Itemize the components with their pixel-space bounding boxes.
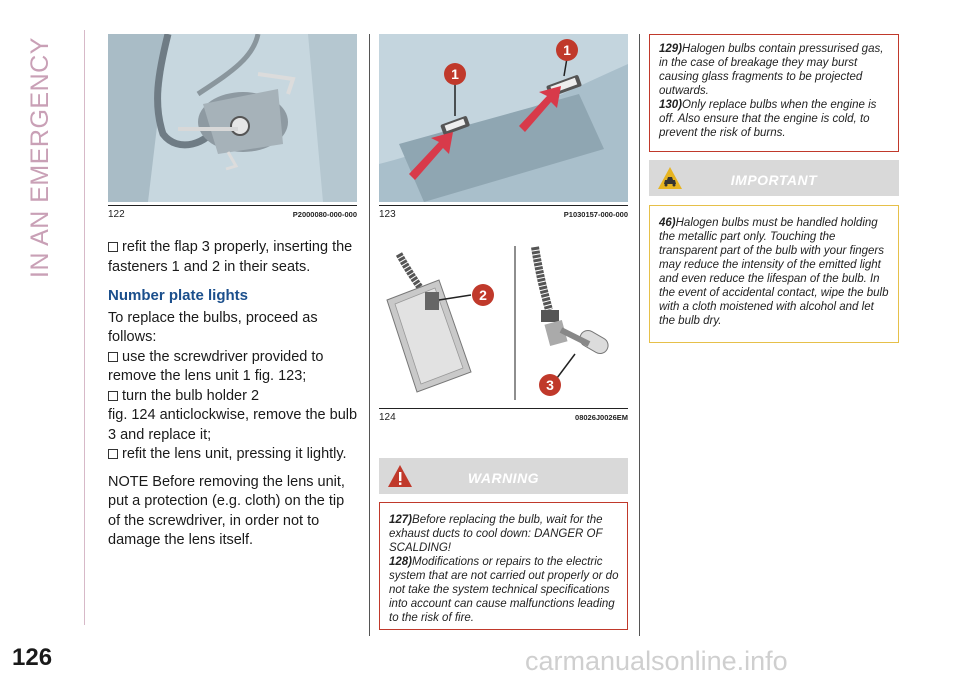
warning-box-continued bbox=[649, 34, 899, 152]
warning-title: WARNING bbox=[467, 470, 540, 486]
note-text: NOTE Before removing the lens unit, put a protection (e.g. cloth) on the tip of the screwdriver, in order not to damage the lens itself. bbox=[108, 473, 345, 548]
watermark: carmanualsonline.info bbox=[525, 646, 788, 676]
figure-code: P1030157-000-000 bbox=[563, 210, 628, 219]
figure-code: P2000080-000-000 bbox=[292, 210, 357, 219]
checkbox-bullet-icon bbox=[108, 391, 118, 401]
warning-item: 127)Before replacing the bulb, wait for the exhaust ducts to cool down: DANGER OF SCALDING! bbox=[389, 514, 603, 554]
page-number: 126 bbox=[12, 644, 53, 671]
important-title: IMPORTANT bbox=[730, 172, 818, 188]
figure-124-caption bbox=[379, 408, 628, 423]
warning-item: 128)Modifications or repairs to the electric system that are not carried out properly or do not take the system technical specifications into account can cause malfunctions leading to the risk of fire. bbox=[389, 556, 619, 624]
figure-number: 123 bbox=[379, 209, 396, 220]
callout-1: 1 bbox=[451, 66, 459, 82]
list-item: refit the lens unit, pressing it lightly. bbox=[108, 445, 358, 465]
checkbox-bullet-icon bbox=[108, 352, 118, 362]
warning-item: 129)Halogen bulbs contain pressurised gas, in the case of breakage they may burst causing glass fragments to be projected outwards. bbox=[659, 43, 884, 97]
section-heading: Number plate lights bbox=[108, 287, 249, 304]
figure-122-image bbox=[108, 34, 357, 202]
list-item: turn the bulb holder 2 bbox=[108, 387, 358, 407]
intro-text: To replace the bulbs, proceed as follows: bbox=[108, 309, 318, 345]
important-item: 46)Halogen bulbs must be handled holding the metallic part only. Touching the transparent part of the bulb with your fingers may reduce the intensity of the emitted light and even reduce the lifespan of the bulb. In the event of accidental contact, wipe the bulb with a cloth moistened with alcohol and let the bulb dry. bbox=[659, 217, 889, 327]
callout-3: 3 bbox=[546, 377, 554, 393]
list-item: refit the flap 3 properly, inserting the fasteners 1 and 2 in their seats. bbox=[108, 239, 353, 275]
body-text-column bbox=[108, 238, 358, 551]
figure-code: 08026J0026EM bbox=[575, 413, 628, 422]
important-header bbox=[649, 160, 899, 196]
list-item: use the screwdriver provided to remove the lens unit 1 fig. 123; bbox=[108, 348, 324, 384]
figure-number: 124 bbox=[379, 412, 396, 423]
figure-123-caption bbox=[379, 205, 628, 220]
warning-item: 130)Only replace bulbs when the engine is off. Also ensure that the engine is cold, to prevent the risk of burns. bbox=[659, 99, 877, 139]
figure-number: 122 bbox=[108, 209, 125, 220]
column-divider-2 bbox=[639, 34, 640, 636]
warning-box bbox=[379, 502, 628, 630]
section-title: IN AN EMERGENCY bbox=[26, 37, 54, 278]
column-divider-1 bbox=[369, 34, 370, 636]
checkbox-bullet-icon bbox=[108, 449, 118, 459]
section-rule bbox=[84, 30, 85, 625]
figure-123-image bbox=[379, 34, 628, 202]
warning-header bbox=[379, 458, 628, 494]
important-box bbox=[649, 205, 899, 343]
figure-124-image bbox=[379, 242, 628, 404]
list-item-continuation: fig. 124 anticlockwise, remove the bulb 3 and replace it; bbox=[108, 407, 358, 443]
checkbox-bullet-icon bbox=[108, 242, 118, 252]
callout-1: 1 bbox=[563, 42, 571, 58]
callout-2: 2 bbox=[479, 287, 487, 303]
figure-122-caption bbox=[108, 205, 357, 220]
